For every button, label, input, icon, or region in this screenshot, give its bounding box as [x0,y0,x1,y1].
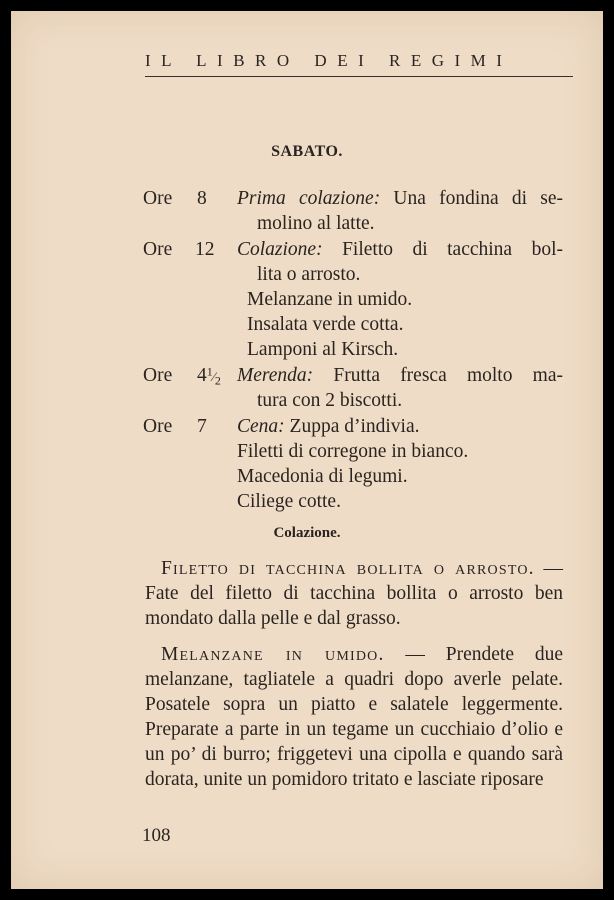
recipe-body: — Fate del filetto di tacchina bollita o arrosto ben mondato dalla pelle e dal grasso. [145,558,563,629]
section-title: Colazione. [273,525,341,541]
book-page [11,11,603,889]
entry-line: Lamponi al Kirsch. [247,339,399,360]
schedule-entry-text [237,186,563,211]
entry-line: Frutta fresca molto ma- [333,365,563,386]
schedule-ore-label: Ore [143,365,173,386]
schedule-entry-text [237,237,563,262]
recipe-body: — Prendete due melanzane, tagliatele a quadri dopo averle pelate. Posatele sopra un piatto e salatele leggermente. Preparate a parte in un tegame un cucchiaio d’olio e un po’ di burro; friggetevi una cipolla e quando sarà dorata, unite un pomidoro tritato e lasciate riposare [145,644,563,790]
entry-line: Zuppa d’indivia. [289,416,420,437]
meal-name: Prima colazione: [237,188,381,209]
recipe-title: Melanzane in umido. [161,644,385,665]
header-rule [145,76,573,77]
entry-line: Melanzane in umido. [247,289,413,310]
page-number: 108 [142,825,171,846]
hour-fraction: $^1⁄_2$ [206,364,221,388]
hour-whole: 4 [197,365,207,386]
entry-line: Filetto di tacchina bol- [342,239,563,260]
schedule-ore-label: Ore [143,239,173,260]
schedule-entry-text [237,363,563,388]
recipe-title: Filetto di tacchina bollita o arrosto. [161,558,535,579]
recipe-paragraph [145,642,563,792]
schedule-ore-label: Ore [143,416,173,437]
fraction-numerator: 1 [206,364,213,379]
meal-name: Cena: [237,416,285,437]
meal-name: Colazione: [237,239,323,260]
entry-line: molino al latte. [257,213,375,234]
schedule-entry-text [237,414,420,439]
entry-line: lita o arrosto. [257,264,361,285]
entry-line: tura con 2 biscotti. [257,390,403,411]
entry-line: Insalata verde cotta. [247,314,404,335]
day-title: SABATO. [271,143,343,160]
schedule-hour [197,363,221,389]
entry-line: Macedonia di legumi. [237,466,408,487]
schedule-hour: 8 [197,188,207,209]
entry-line: Una fondina di se- [393,188,563,209]
entry-line: Filetti di corregone in bianco. [237,441,469,462]
schedule-hour: 7 [197,416,207,437]
schedule-ore-label: Ore [143,188,173,209]
running-head: IL LIBRO DEI REGIMI [145,51,513,70]
recipe-paragraph [145,556,563,631]
meal-name: Merenda: [237,365,314,386]
entry-line: Ciliege cotte. [237,491,341,512]
schedule-hour: 12 [195,239,215,260]
fraction-denominator: 2 [214,373,221,388]
